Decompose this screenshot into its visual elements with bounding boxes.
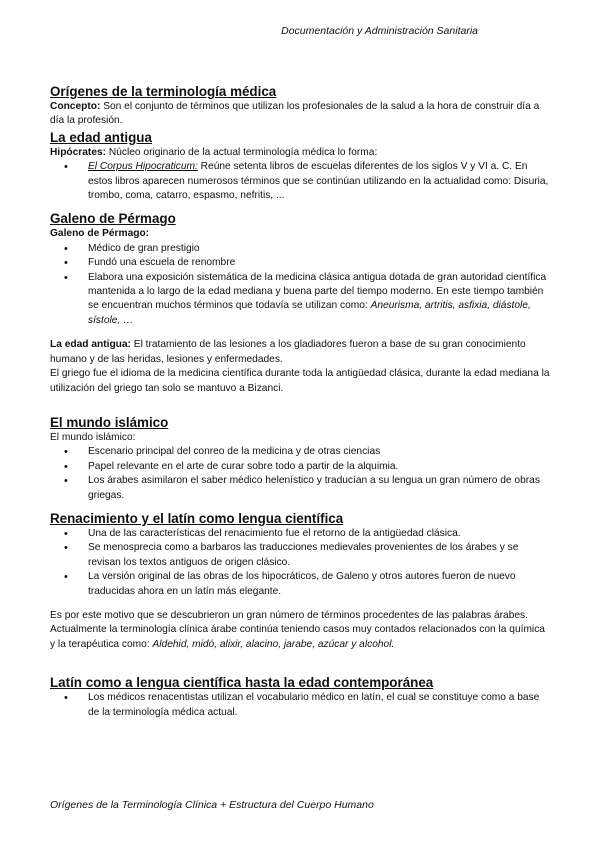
hipocrates-text: Núcleo originario de la actual terminología médica lo forma: bbox=[106, 146, 378, 158]
list-item bbox=[88, 271, 550, 329]
edad-antigua-text: El tratamiento de las lesiones a los gladiadores fueron a base de su gran conocimiento humano y de las heridas, lesiones y enfermedades. bbox=[50, 339, 526, 365]
latin-list bbox=[50, 691, 550, 720]
section-title-edad-antigua: La edad antigua bbox=[50, 129, 152, 145]
section-title-origenes: Orígenes de la terminología médica bbox=[50, 84, 277, 99]
section-title-mundo-islamico: El mundo islámico bbox=[50, 414, 169, 430]
galeno-item3-text: Elabora una exposición sistemática de la medicina clásica antigua dotada de gran autoridad científica mantenida a lo largo de la edad mediana y buena parte del tiempo moderno. En este tiempo también se encuentran muchos términos que todavía se utilizan como: bbox=[88, 271, 547, 312]
list-item: • Escenario principal del conreo de la medicina y de otras ciencias bbox=[88, 445, 550, 459]
galeno-item3-terms: Aneurisma, artritis, asfixia, diástole, sístole, … bbox=[88, 300, 531, 326]
galeno-list bbox=[50, 242, 550, 328]
galeno-subtitle bbox=[50, 227, 550, 241]
concepto-text: Son el conjunto de términos que utilizan los profesionales de la salud a la hora de construir día a día la profesión. bbox=[50, 101, 540, 127]
renacimiento-p2-terms: Aldehid, midó, alixir, alacino, jarabe, azúcar y alcohol. bbox=[152, 638, 395, 650]
islamico-intro: El mundo islámico: bbox=[50, 431, 136, 443]
hipocrates-label: Hipócrates: bbox=[50, 146, 107, 158]
edad-antigua-label: La edad antigua: bbox=[50, 339, 131, 351]
renacimiento-paragraph-2 bbox=[50, 623, 550, 652]
list-item: • Fundó una escuela de renombre bbox=[88, 256, 550, 270]
list-item: • Una de las características del renacimiento fue el retorno de la antigüedad clásica. bbox=[88, 527, 550, 541]
list-item: • Los médicos renacentistas utilizan el vocabulario médico en latín, el cual se constituye como a base de la terminología médica actual. bbox=[88, 691, 550, 720]
section-title-latin: Latín como a lengua científica hasta la edad contemporánea bbox=[50, 675, 434, 691]
document-body bbox=[50, 83, 550, 720]
concepto-label: Concepto: bbox=[50, 101, 101, 112]
galeno-label: Galeno de Pérmago: bbox=[50, 228, 150, 240]
corpus-text: Reúne setenta libros de escuelas diferentes de los siglos V y VI a. C. En estos libros aparecen numerosos términos que se continúan utilizando en la actualidad como: Disuria, trombo, coma, catarro, espasmo, nefritis, ... bbox=[88, 161, 549, 202]
list-item: • Papel relevante en el arte de curar sobre todo a partir de la alquimia. bbox=[88, 460, 550, 474]
list-item bbox=[88, 160, 550, 203]
concepto-paragraph bbox=[50, 100, 550, 129]
list-item: • Los árabes asimilaron el saber médico helenístico y traducían a su lengua un gran número de obras griegas. bbox=[88, 474, 550, 503]
list-item: • Se menosprecia como a barbaros las traducciones medievales provenientes de los árabes y se revisan los textos antiguos de origen clásico. bbox=[88, 541, 550, 570]
griego-paragraph: El griego fue el idioma de la medicina científica durante toda la antigüedad clásica, durante la edad mediana la utilización del griego tan solo se mantuvo a Bizanci. bbox=[50, 368, 550, 394]
renacimiento-paragraph-1: Es por este motivo que se descubrieron un gran número de términos procedentes de las palabras árabes. bbox=[50, 609, 528, 621]
list-item: • Médico de gran prestigio bbox=[88, 242, 550, 256]
islamico-list bbox=[50, 445, 550, 503]
section-title-renacimiento: Renacimiento y el latín como lengua científica bbox=[50, 510, 344, 526]
renacimiento-list bbox=[50, 527, 550, 599]
section-title-galeno: Galeno de Pérmago bbox=[50, 211, 176, 227]
page-header: Documentación y Administración Sanitaria bbox=[281, 25, 478, 37]
corpus-link[interactable]: El Corpus Hipocraticum: bbox=[88, 161, 198, 173]
hipocrates-list bbox=[50, 160, 550, 203]
renacimiento-p2-text: Actualmente la terminología clínica árabe continúa teniendo casos muy contados relacionados con la química y la terapéutica como: bbox=[50, 624, 545, 650]
list-item: • La versión original de las obras de los hipocráticos, de Galeno y otros autores fueron de nuevo traducidas ahora en un latín más elegante. bbox=[88, 570, 550, 599]
page-footer: Orígenes de la Terminología Clínica + Estructura del Cuerpo Humano bbox=[50, 799, 374, 811]
edad-antigua-paragraph bbox=[50, 338, 550, 367]
hipocrates-paragraph bbox=[50, 146, 550, 160]
